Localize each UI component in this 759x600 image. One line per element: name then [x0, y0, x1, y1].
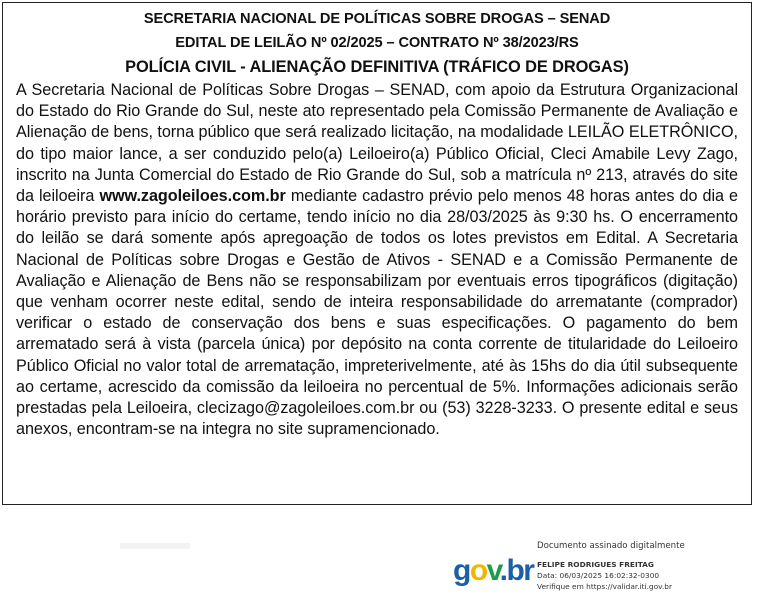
notice-body — [16, 80, 738, 440]
signature-verify-url: Verifique em https://validar.iti.gov.br — [537, 582, 673, 591]
notice-body-part1: A Secretaria Nacional de Políticas Sobre Drogas – SENAD, com apoio da Estrutura Organizacional do Estado do Rio Grande do Sul, neste ato representado pela Comissão Permanente de Avaliação e Alienação de bens, torna público que será realizado licitação, na modalidade LEILÃO ELETRÔNICO, do tipo maior lance, a ser conduzido pelo(a) Leiloeiro(a) Público Oficial, Cleci Amabile Levy Zago, inscrito na Junta Comercial do Estado de Rio Grande do Sul, sob a matrícula nº 213, através do site da leiloeira — [16, 81, 738, 206]
signer-name: FELIPE RODRIGUES FREITAG — [537, 560, 654, 569]
notice-body-part2: mediante cadastro prévio pelo menos 48 horas antes do dia e horário previsto para início do certame, tendo início no dia 28/03/2025 às 9:30 hs. O encerramento do leilão se dará somente após apregoação de todos os lotes previstos em Edital. A Secretaria Nacional de Políticas sobre Drogas e Gestão de Ativos - SENAD e a Comissão Permanente de Avaliação e Alienação de Bens não se responsabilizam por eventuais erros tipográficos (digitação) que venham ocorrer neste edital, sendo de inteira responsabilidade do arrematante (comprador) verificar o estado de conservação dos bens e suas especificações. O pagamento do bem arrematado será à vista (parcela única) por depósito na conta corrente de titularidade do Leiloeiro Público Oficial no valor total de arrematação, impreterivelmente, até às 15hs do dia útil subsequente ao certame, acrescido da comissão da leiloeira no percentual de 5%. Informações adicionais serão prestadas pela Leiloeira, clecizago@zagoleiloes.com.br ou (53) 3228-3233. O presente edital e seus anexos, encontram-se na integra no site supramencionado. — [16, 187, 738, 439]
gov-br-logo: gov.br — [453, 554, 534, 587]
signature-details — [537, 537, 685, 592]
signature-date: Data: 06/03/2025 16:02:32-0300 — [537, 571, 660, 580]
auction-notice — [2, 2, 752, 505]
digital-signature-stamp — [453, 537, 753, 599]
notice-heading-edital: EDITAL DE LEILÃO Nº 02/2025 – CONTRATO Nº 38/2023/RS — [175, 35, 579, 51]
notice-heading-subject: POLÍCIA CIVIL - ALIENAÇÃO DEFINITIVA (TRÁFICO DE DROGAS) — [125, 58, 629, 76]
notice-heading-agency: SECRETARIA NACIONAL DE POLÍTICAS SOBRE DROGAS – SENAD — [143, 11, 611, 27]
faint-mark — [120, 543, 190, 549]
website-link[interactable]: www.zagoleiloes.com.br — [99, 187, 286, 206]
signature-title: Documento assinado digitalmente — [537, 541, 685, 551]
